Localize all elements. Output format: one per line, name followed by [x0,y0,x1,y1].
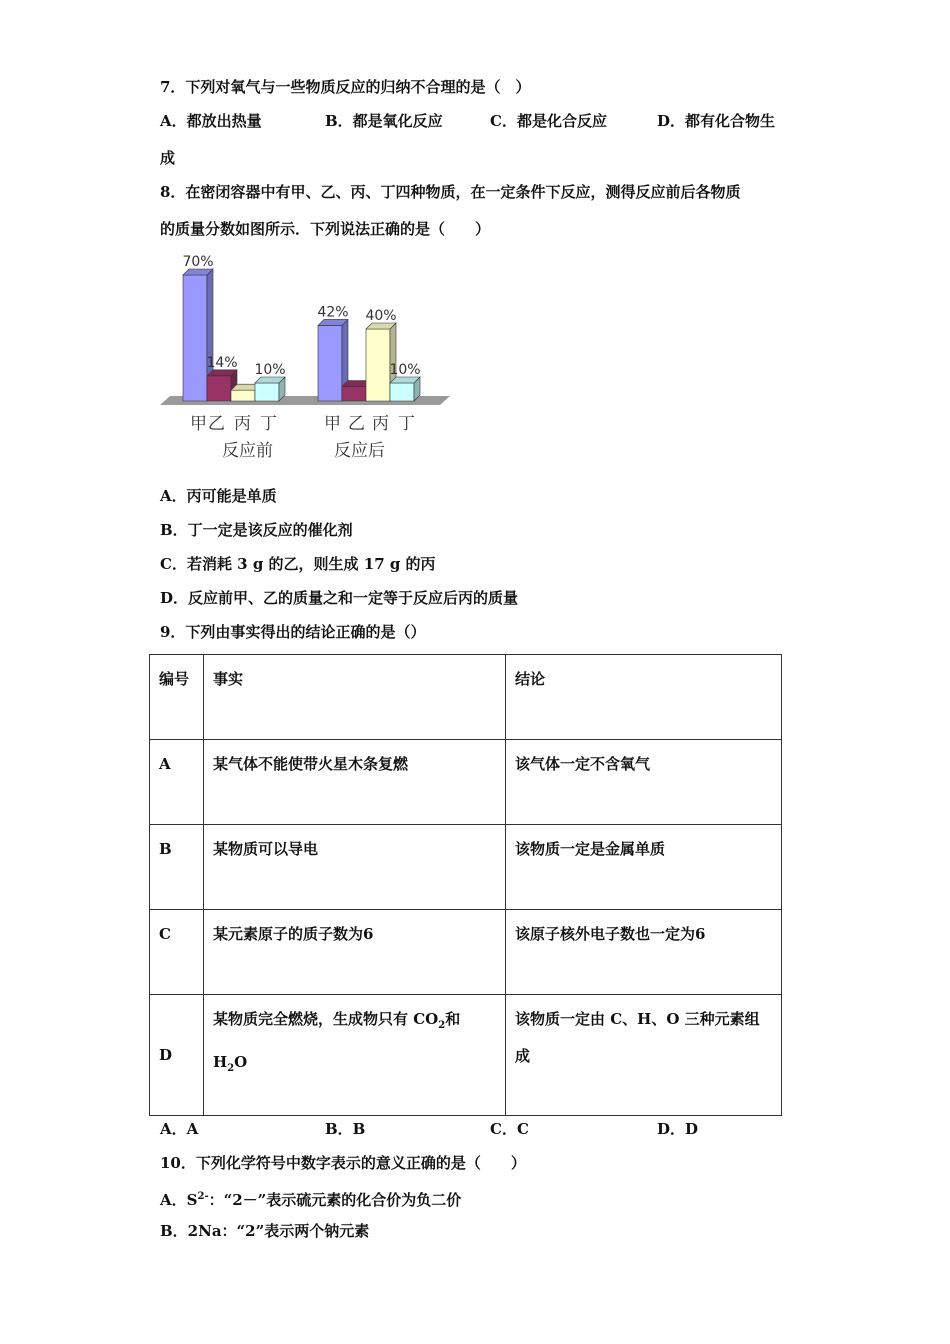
q9-option-c: C．C [490,1120,529,1138]
table-row [150,995,782,1116]
cat-label-before-1: 乙 [208,414,225,434]
table-header-row [150,655,782,740]
row-fact [204,995,506,1116]
bar-front [318,325,342,401]
cat-label-after-1: 乙 [348,414,365,434]
cat-label-before-0: 甲 [190,414,207,434]
fact-text-1: 某物质完全燃烧，生成物只有 CO [213,1010,439,1028]
q7-option-b: B．都是氧化反应 [325,112,443,130]
row-id: D [150,995,204,1116]
q10-stem: 10．下列化学符号中数字表示的意义正确的是（ ） [160,1154,526,1172]
q10-option-a [160,1186,461,1211]
row-conclusion: 该物质一定是金属单质 [506,825,782,910]
q10-option-a-pre: A．S [160,1191,198,1209]
table-row [150,740,782,825]
cat-label-before-3: 丁 [260,414,277,434]
q8-option-b: B．丁一定是该反应的催化剂 [160,521,353,539]
q9-option-d: D．D [657,1120,699,1138]
bar-front [366,329,390,401]
data-label-before-3: 10% [254,362,286,378]
row-id: C [150,910,204,995]
q10-option-a-post: ：“2－”表示硫元素的化合价为负二价 [208,1191,462,1209]
q9-option-a: A．A [160,1120,199,1138]
q7-option-c: C．都是化合反应 [490,112,607,130]
bar-before-3 [255,377,285,401]
fact-text-2: 和 [445,1010,461,1028]
q8-option-a: A．丙可能是单质 [160,487,277,505]
bar-front [183,275,207,401]
row-id: B [150,825,204,910]
row-id: A [150,740,204,825]
q8-stem-line1: 8．在密闭容器中有甲、乙、丙、丁四种物质，在一定条件下反应，测得反应前后各物质 [160,183,741,201]
row-fact: 某元素原子的质子数为6 [204,910,506,995]
group-label-before: 反应前 [222,441,273,461]
q9-option-b: B．B [325,1120,366,1138]
data-label-before-1: 14% [206,354,238,371]
data-label-before-0: 70% [182,254,214,270]
data-label-after-3: 10% [389,362,421,378]
cat-label-before-2: 丙 [234,414,251,434]
q10-option-a-charge: 2- [197,1191,209,1202]
fact-text-4: O [234,1053,248,1071]
q7-option-d: D．都有化合物生 [657,112,776,130]
q10-option-b: B．2Na：“2”表示两个钠元素 [160,1222,370,1240]
q8-option-c: C．若消耗 3 g 的乙，则生成 17 g 的丙 [160,555,436,573]
row-fact: 某气体不能使带火星木条复燃 [204,740,506,825]
fact-sub-1: 2 [438,1020,446,1031]
row-fact: 某物质可以导电 [204,825,506,910]
header-conclusion: 结论 [506,655,782,740]
conclusion-line1: 该物质一定由 C、H、O 三种元素组 [515,1010,760,1028]
header-id: 编号 [150,655,204,740]
data-label-after-0: 42% [317,304,349,321]
table-row [150,910,782,995]
cat-label-after-3: 丁 [398,414,415,434]
cat-label-after-0: 甲 [324,414,341,434]
conclusion-line2: 成 [515,1047,531,1065]
q8-option-d: D．反应前甲、乙的质量之和一定等于反应后丙的质量 [160,589,519,607]
q7-option-d-wrap: 成 [160,149,176,167]
q7-stem: 7．下列对氧气与一些物质反应的归纳不合理的是（ ） [160,78,531,96]
q9-stem: 9．下列由事实得出的结论正确的是（） [160,623,426,641]
row-conclusion: 该原子核外电子数也一定为6 [506,910,782,995]
cat-label-after-2: 丙 [372,414,389,434]
bar-front [207,376,231,401]
fact-text-3: H [213,1053,228,1071]
bar-front [390,383,414,401]
mass-fraction-bar-chart [150,248,460,468]
bar-after-3 [390,377,420,401]
row-conclusion: 该气体一定不含氧气 [506,740,782,825]
table-row [150,825,782,910]
q7-option-a: A．都放出热量 [160,112,262,130]
q9-table [149,654,782,1116]
row-conclusion [506,995,782,1116]
bar-front [342,387,366,401]
fact-sub-2: 2 [227,1063,235,1074]
group-label-after: 反应后 [334,441,385,461]
q8-stem-line2: 的质量分数如图所示．下列说法正确的是（ ） [160,220,491,238]
header-fact: 事实 [204,655,506,740]
bar-front [231,390,255,401]
data-label-after-2: 40% [365,308,397,324]
bar-front [255,383,279,401]
